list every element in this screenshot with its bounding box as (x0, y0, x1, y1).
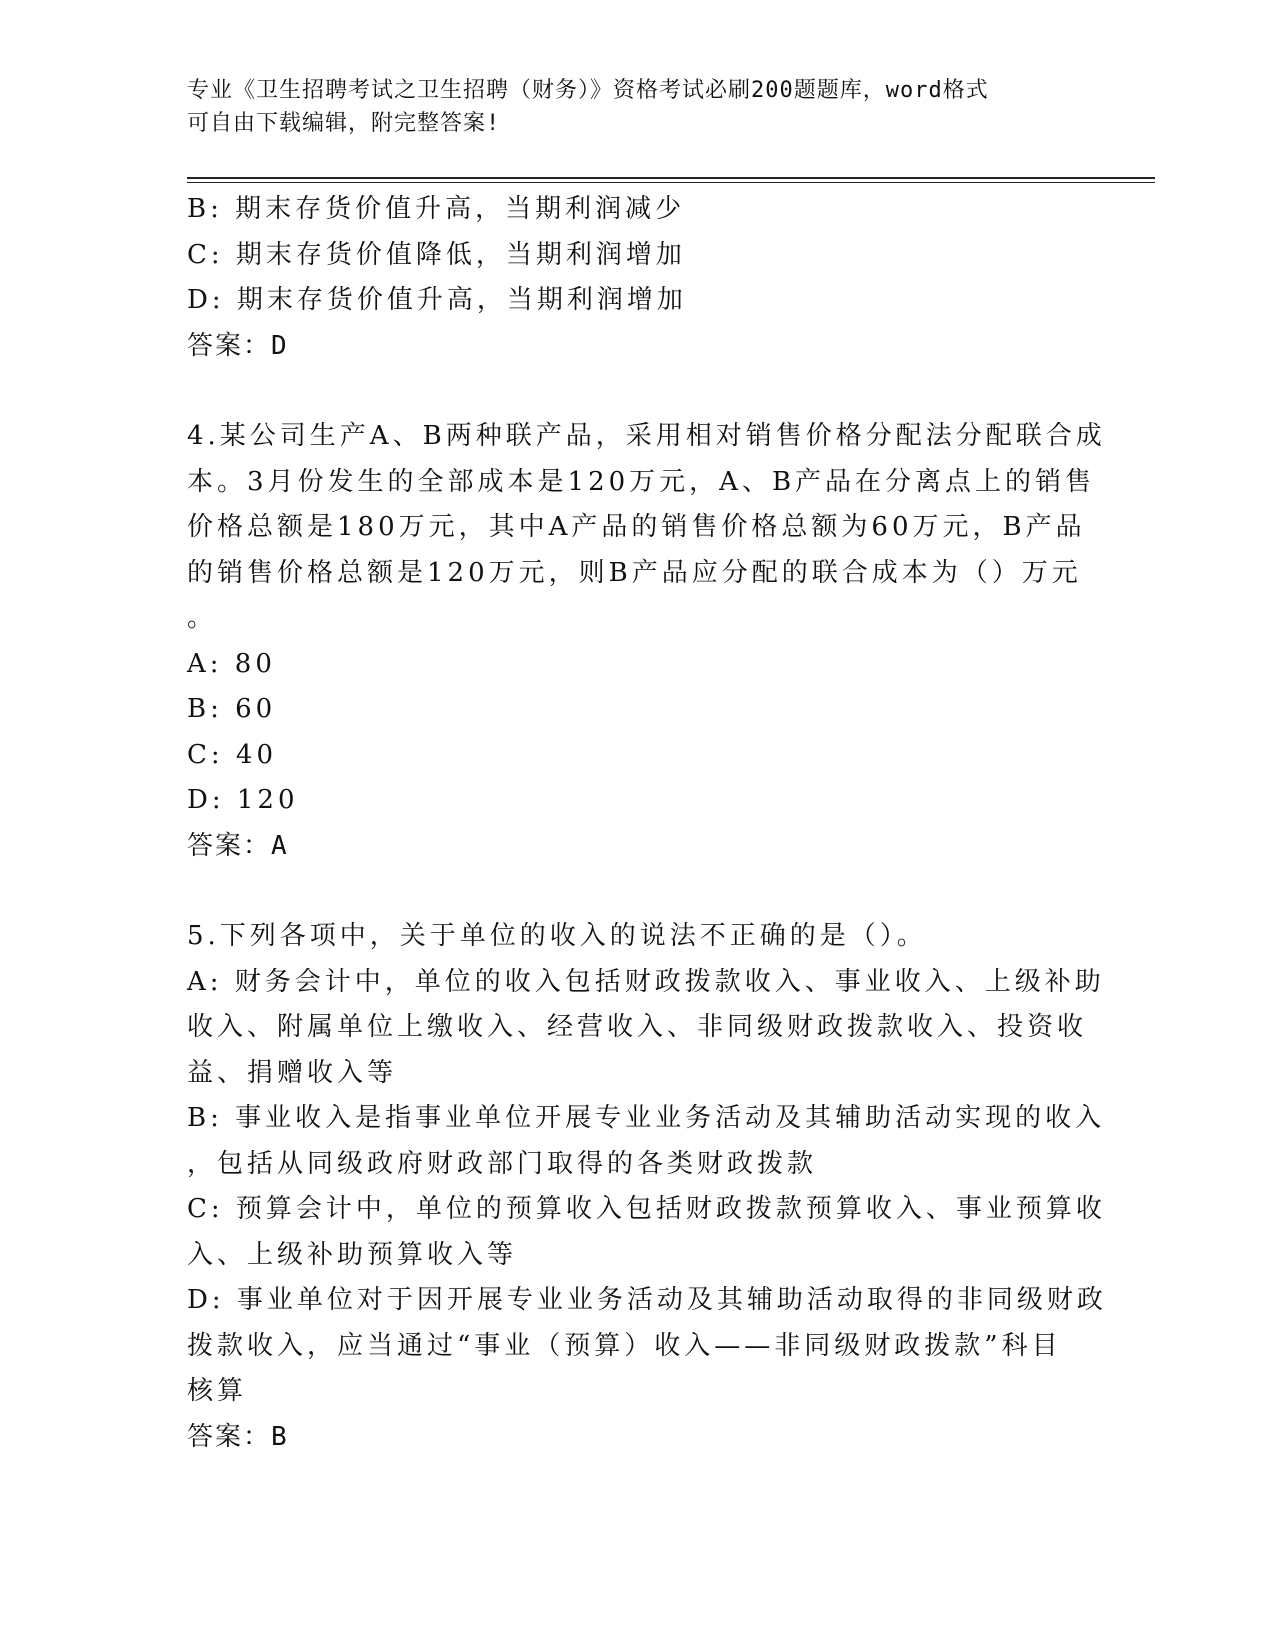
question-4 (187, 414, 1106, 869)
q4-stem-line: 价格总额是180万元，其中A产品的销售价格总额为60万元，B产品 (187, 512, 1086, 542)
page-header (187, 74, 1067, 140)
q5-option-d-line: 核算 (187, 1376, 248, 1406)
header-rule-thick (187, 177, 1155, 179)
header-rule-thin (187, 182, 1155, 183)
q5-option-c-line: 入、上级补助预算收入等 (187, 1239, 518, 1270)
q5-option-b-line: B: 事业收入是指事业单位开展专业业务活动及其辅助活动实现的收入 (187, 1103, 1106, 1133)
header-title-line-1: 专业《卫生招聘考试之卫生招聘（财务）》资格考试必刷200题题库，word格式 (187, 78, 989, 103)
question-3 (187, 187, 1087, 369)
q5-option-a-line: 益、捐赠收入等 (187, 1057, 398, 1088)
q5-option-a-line: A: 财务会计中，单位的收入包括财政拨款收入、事业收入、上级补助 (187, 966, 1105, 997)
q5-option-d-line: 拨款收入，应当通过“事业（预算）收入——非同级财政拨款”科目 (187, 1330, 1062, 1361)
q5-stem: 5.下列各项中，关于单位的收入的说法不正确的是（）。 (187, 921, 927, 951)
q3-answer: 答案：D (187, 330, 289, 361)
q5-answer: 答案：B (187, 1421, 289, 1452)
q3-option-d: D: 期末存货价值升高，当期利润增加 (187, 285, 687, 315)
q4-option-d: D: 120 (187, 785, 299, 815)
question-5 (187, 914, 1107, 1460)
q4-stem-line: 本。3月份发生的全部成本是120万元，A、B产品在分离点上的销售 (187, 466, 1096, 497)
q3-option-b: B: 期末存货价值升高，当期利润减少 (187, 194, 686, 224)
q4-option-b: B: 60 (187, 694, 277, 724)
q3-option-c: C: 期末存货价值降低，当期利润增加 (187, 239, 686, 270)
spacer (187, 369, 1087, 414)
q5-option-d-line: D: 事业单位对于因开展专业业务活动及其辅助活动取得的非同级财政 (187, 1285, 1107, 1315)
q4-option-c: C: 40 (187, 739, 278, 770)
q5-option-c-line: C: 预算会计中，单位的预算收入包括财政拨款预算收入、事业预算收 (187, 1194, 1106, 1224)
q4-option-a: A: 80 (187, 648, 276, 679)
q5-option-a-line: 收入、附属单位上缴收入、经营收入、非同级财政拨款收入、投资收 (187, 1012, 1088, 1042)
spacer (187, 869, 1087, 914)
header-title-line-2: 可自由下载编辑，附完整答案! (187, 111, 501, 136)
q4-stem-line: 。 (187, 603, 218, 633)
q5-option-b-line: ，包括从同级政府财政部门取得的各类财政拨款 (187, 1148, 818, 1179)
q4-stem-line: 的销售价格总额是120万元，则B产品应分配的联合成本为（）万元 (187, 557, 1082, 588)
q4-answer: 答案：A (187, 830, 289, 861)
q4-stem-line: 4.某公司生产A、B两种联产品，采用相对销售价格分配法分配联合成 (187, 421, 1106, 451)
question-content (187, 187, 1107, 1460)
